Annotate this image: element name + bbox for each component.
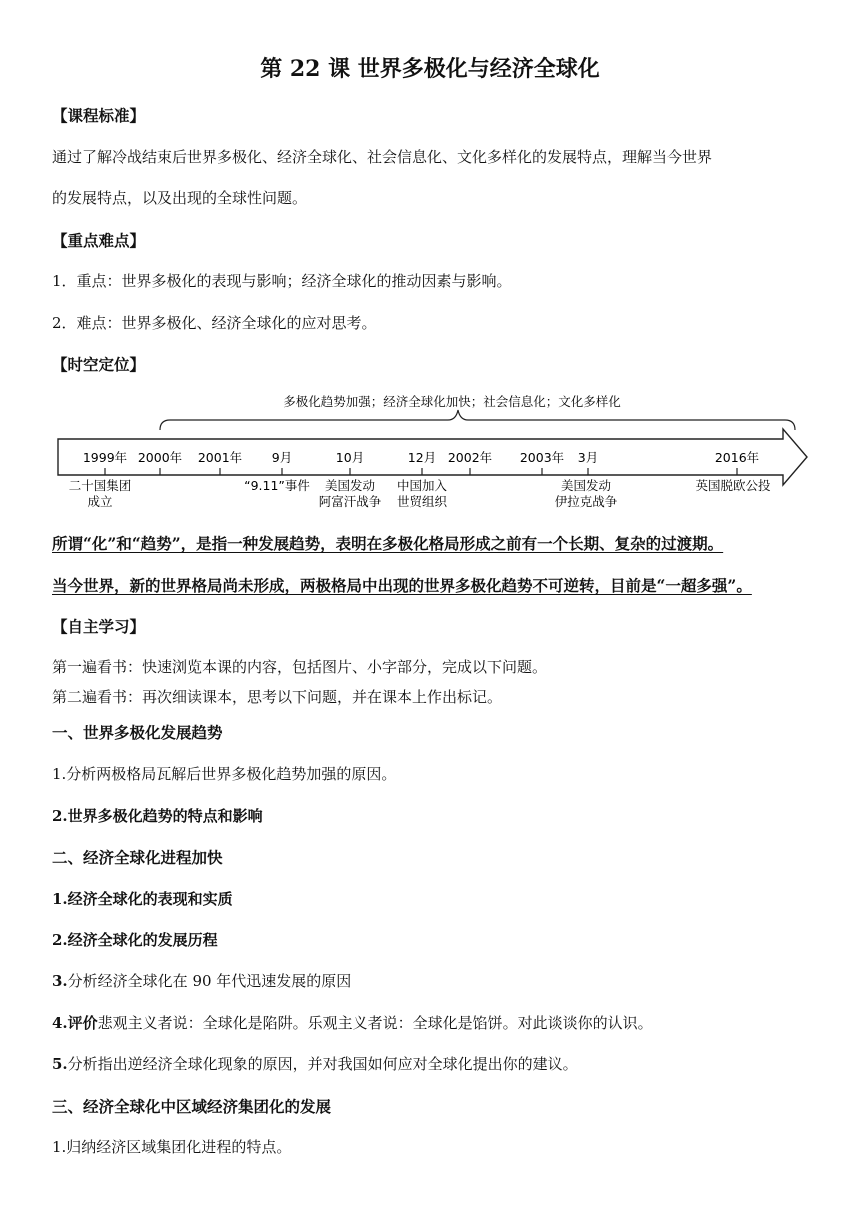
note-line1: 所谓“化”和“趋势”，是指一种发展趋势，表明在多极化格局形成之前有一个长期、复杂的过渡期。 — [52, 534, 724, 553]
timeline-heading: 【时空定位】 — [52, 355, 146, 374]
part1-question-1: 1.分析两极格局瓦解后世界多极化趋势加强的原因。 — [52, 765, 397, 783]
read-instruction-1: 第一遍看书：快速浏览本课的内容，包括图片、小字部分，完成以下问题。 — [52, 658, 548, 676]
timeline-year: 2001年 — [197, 450, 243, 465]
question-text: 分析指出逆经济全球化现象的原因，并对我国如何应对全球化提出你的建议。 — [67, 1055, 578, 1073]
timeline-year: 2000年 — [137, 450, 183, 465]
timeline-event: 美国发动 — [324, 478, 376, 493]
part2-question-1: 1.经济全球化的表现和实质 — [52, 890, 233, 908]
page-title: 第 22 课 世界多极化与经济全球化 — [260, 56, 600, 82]
timeline-year: 3月 — [577, 450, 599, 465]
standard-text-line1: 通过了解冷战结束后世界多极化、经济全球化、社会信息化、文化多样化的发展特点，理解当今世界 — [52, 148, 713, 166]
part2-question-3 — [52, 970, 351, 991]
part2-question-5 — [52, 1053, 578, 1074]
timeline-event: 伊拉克战争 — [554, 494, 618, 509]
timeline-year: 2003年 — [519, 450, 565, 465]
part2-question-4 — [52, 1012, 653, 1033]
part1-question-2: 2.世界多极化趋势的特点和影响 — [52, 807, 263, 825]
timeline-event: “9.11”事件 — [244, 478, 310, 493]
note-line2: 当今世界，新的世界格局尚未形成，两极格局中出现的世界多极化趋势不可逆转，目前是“一超多强”。 — [52, 576, 752, 595]
question-text: 悲观主义者说：全球化是陷阱。乐观主义者说：全球化是馅饼。对此谈谈你的认识。 — [97, 1014, 653, 1032]
question-number: 5. — [52, 1055, 68, 1073]
question-number: 4.评价 — [52, 1014, 98, 1032]
read-instruction-2: 第二遍看书：再次细读课本，思考以下问题，并在课本上作出标记。 — [52, 688, 503, 706]
timeline-event: 美国发动 — [560, 478, 612, 493]
timeline-event: 中国加入 — [396, 478, 448, 493]
timeline-tick — [105, 468, 737, 475]
self-study-heading: 【自主学习】 — [52, 617, 146, 636]
timeline-brace-label: 多极化趋势加强；经济全球化加快；社会信息化；文化多样化 — [283, 394, 621, 409]
timeline-year: 9月 — [271, 450, 293, 465]
part2-heading: 二、经济全球化进程加快 — [52, 848, 223, 867]
question-number: 3. — [52, 972, 68, 990]
timeline-figure — [0, 380, 860, 515]
part2-question-2: 2.经济全球化的发展历程 — [52, 931, 218, 949]
timeline-event: 英国脱欧公投 — [695, 478, 771, 493]
timeline-year: 2002年 — [447, 450, 493, 465]
timeline-year: 10月 — [335, 450, 365, 465]
timeline-brace — [160, 410, 795, 430]
standard-text-line2: 的发展特点，以及出现的全球性问题。 — [52, 189, 308, 207]
key-point-2: 2．难点：世界多极化、经济全球化的应对思考。 — [52, 314, 377, 332]
timeline-year: 1999年 — [82, 450, 128, 465]
timeline-event: 世贸组织 — [396, 494, 448, 509]
timeline-event: 二十国集团 — [68, 478, 132, 493]
timeline-event: 阿富汗战争 — [318, 494, 382, 509]
part3-question-1: 1.归纳经济区域集团化进程的特点。 — [52, 1138, 292, 1156]
question-text: 分析经济全球化在 90 年代迅速发展的原因 — [67, 972, 352, 990]
key-heading: 【重点难点】 — [52, 231, 146, 250]
standard-heading: 【课程标准】 — [52, 106, 146, 125]
part3-heading: 三、经济全球化中区域经济集团化的发展 — [52, 1097, 332, 1116]
timeline-year: 2016年 — [714, 450, 760, 465]
key-point-1: 1．重点：世界多极化的表现与影响；经济全球化的推动因素与影响。 — [52, 272, 512, 290]
timeline-event: 成立 — [87, 494, 113, 509]
part1-heading: 一、世界多极化发展趋势 — [52, 723, 223, 742]
timeline-year: 12月 — [407, 450, 437, 465]
